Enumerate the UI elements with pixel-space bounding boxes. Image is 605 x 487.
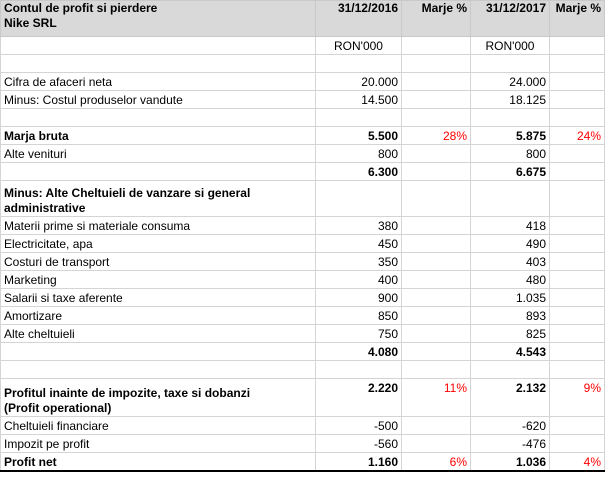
operating-profit-label[interactable] — [1, 379, 316, 417]
col-header-margin-2017[interactable]: Marje % — [550, 1, 605, 37]
expense-2016[interactable]: 350 — [316, 253, 402, 271]
blank-row — [1, 55, 605, 73]
expenses-total-row — [1, 343, 605, 361]
cogs-2016[interactable]: 14.500 — [316, 91, 402, 109]
expense-2017[interactable]: 480 — [471, 271, 550, 289]
financial-costs-2017[interactable]: -620 — [471, 417, 550, 435]
revenue-label[interactable]: Cifra de afaceri neta — [1, 73, 316, 91]
subtotal-2017[interactable]: 6.675 — [471, 163, 550, 181]
expense-2017[interactable]: 490 — [471, 235, 550, 253]
income-tax-label[interactable]: Impozit pe profit — [1, 435, 316, 453]
empty-cell[interactable] — [402, 37, 471, 55]
expense-2017[interactable]: 403 — [471, 253, 550, 271]
gross-margin-pct-2016[interactable]: 28% — [402, 127, 471, 145]
income-tax-2016[interactable]: -560 — [316, 435, 402, 453]
income-tax-2017[interactable]: -476 — [471, 435, 550, 453]
expense-2017[interactable]: 893 — [471, 307, 550, 325]
expense-label[interactable]: Salarii si taxe aferente — [1, 289, 316, 307]
expense-row — [1, 253, 605, 271]
financial-costs-row — [1, 417, 605, 435]
subtotal-row — [1, 163, 605, 181]
units-2017[interactable]: RON'000 — [471, 37, 550, 55]
units-2016[interactable]: RON'000 — [316, 37, 402, 55]
net-profit-label[interactable]: Profit net — [1, 453, 316, 472]
operating-profit-line1: Profitul inainte de impozite, taxe si dobanzi — [4, 386, 251, 400]
expense-row — [1, 217, 605, 235]
cogs-2017[interactable]: 18.125 — [471, 91, 550, 109]
net-profit-2016[interactable]: 1.160 — [316, 453, 402, 472]
header-row — [1, 1, 605, 37]
units-row — [1, 37, 605, 55]
blank-row — [1, 361, 605, 379]
financial-costs-2016[interactable]: -500 — [316, 417, 402, 435]
expense-row — [1, 235, 605, 253]
cogs-label[interactable]: Minus: Costul produselor vandute — [1, 91, 316, 109]
gross-margin-row — [1, 127, 605, 145]
empty-cell[interactable] — [550, 37, 605, 55]
expense-row — [1, 271, 605, 289]
company-name: Nike SRL — [4, 16, 57, 30]
expense-2017[interactable]: 825 — [471, 325, 550, 343]
report-title-cell[interactable] — [1, 1, 316, 37]
gross-margin-label[interactable]: Marja bruta — [1, 127, 316, 145]
revenue-2017[interactable]: 24.000 — [471, 73, 550, 91]
expense-row — [1, 289, 605, 307]
gross-margin-2017[interactable]: 5.875 — [471, 127, 550, 145]
gross-margin-pct-2017[interactable]: 24% — [550, 127, 605, 145]
net-profit-2017[interactable]: 1.036 — [471, 453, 550, 472]
expense-label[interactable]: Marketing — [1, 271, 316, 289]
expense-2016[interactable]: 850 — [316, 307, 402, 325]
expense-2016[interactable]: 450 — [316, 235, 402, 253]
revenue-2016[interactable]: 20.000 — [316, 73, 402, 91]
sga-heading-line2: administrative — [4, 201, 86, 215]
revenue-row — [1, 73, 605, 91]
operating-profit-row — [1, 379, 605, 417]
expense-label[interactable]: Costuri de transport — [1, 253, 316, 271]
expense-row — [1, 325, 605, 343]
net-profit-pct-2016[interactable]: 6% — [402, 453, 471, 472]
empty-cell[interactable] — [1, 37, 316, 55]
net-profit-row — [1, 453, 605, 472]
cogs-row — [1, 91, 605, 109]
expense-label[interactable]: Electricitate, apa — [1, 235, 316, 253]
expense-2017[interactable]: 418 — [471, 217, 550, 235]
operating-profit-2017[interactable]: 2.132 — [471, 379, 550, 417]
operating-profit-pct-2016[interactable]: 11% — [402, 379, 471, 417]
col-header-2016[interactable]: 31/12/2016 — [316, 1, 402, 37]
operating-profit-pct-2017[interactable]: 9% — [550, 379, 605, 417]
expense-label[interactable]: Alte cheltuieli — [1, 325, 316, 343]
expense-2017[interactable]: 1.035 — [471, 289, 550, 307]
col-header-margin-2016[interactable]: Marje % — [402, 1, 471, 37]
sga-heading[interactable] — [1, 181, 316, 217]
subtotal-2016[interactable]: 6.300 — [316, 163, 402, 181]
other-income-2017[interactable]: 800 — [471, 145, 550, 163]
expense-2016[interactable]: 380 — [316, 217, 402, 235]
blank-row — [1, 109, 605, 127]
sga-heading-line1: Minus: Alte Cheltuieli de vanzare si general — [4, 186, 251, 200]
expense-2016[interactable]: 400 — [316, 271, 402, 289]
operating-profit-line2: (Profit operational) — [4, 401, 112, 415]
net-profit-pct-2017[interactable]: 4% — [550, 453, 605, 472]
income-tax-row — [1, 435, 605, 453]
expense-2016[interactable]: 750 — [316, 325, 402, 343]
expense-label[interactable]: Amortizare — [1, 307, 316, 325]
expense-row — [1, 307, 605, 325]
expenses-total-2016[interactable]: 4.080 — [316, 343, 402, 361]
sga-heading-row — [1, 181, 605, 217]
col-header-2017[interactable]: 31/12/2017 — [471, 1, 550, 37]
operating-profit-2016[interactable]: 2.220 — [316, 379, 402, 417]
financial-costs-label[interactable]: Cheltuieli financiare — [1, 417, 316, 435]
expense-2016[interactable]: 900 — [316, 289, 402, 307]
report-title: Contul de profit si pierdere — [4, 1, 158, 15]
other-income-row — [1, 145, 605, 163]
other-income-2016[interactable]: 800 — [316, 145, 402, 163]
expenses-total-2017[interactable]: 4.543 — [471, 343, 550, 361]
expense-label[interactable]: Materii prime si materiale consuma — [1, 217, 316, 235]
gross-margin-2016[interactable]: 5.500 — [316, 127, 402, 145]
other-income-label[interactable]: Alte venituri — [1, 145, 316, 163]
